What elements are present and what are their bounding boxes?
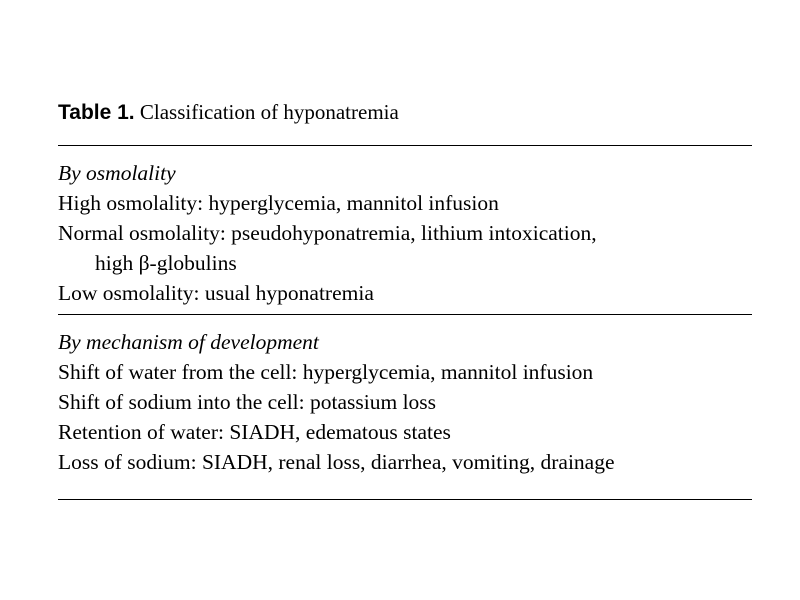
document-table	[58, 98, 752, 500]
table-row	[58, 387, 752, 417]
table-row	[58, 357, 752, 387]
table-label: Table 1.	[58, 101, 135, 124]
section-osmolality	[58, 146, 752, 314]
bottom-rule	[58, 499, 752, 500]
table-row	[58, 447, 752, 477]
section-mechanism	[58, 315, 752, 483]
table-row	[58, 417, 752, 447]
section-heading: By mechanism of development	[58, 330, 319, 354]
row-text: Shift of water from the cell: hyperglycemia, mannitol infusion	[58, 360, 594, 384]
row-text: Loss of sodium: SIADH, renal loss, diarrhea, vomiting, drainage	[58, 450, 615, 474]
row-text: Shift of sodium into the cell: potassium loss	[58, 390, 437, 414]
row-text: Low osmolality: usual hyponatremia	[58, 281, 374, 305]
row-text: Retention of water: SIADH, edematous states	[58, 420, 451, 444]
row-continuation: high β-globulins	[95, 251, 237, 275]
row-text: High osmolality: hyperglycemia, mannitol infusion	[58, 191, 499, 215]
row-text: Normal osmolality: pseudohyponatremia, lithium intoxication,	[58, 221, 597, 245]
table-row	[58, 278, 752, 308]
table-title: Classification of hyponatremia	[134, 100, 399, 124]
table-caption	[58, 98, 752, 128]
table-row	[58, 218, 752, 278]
table-row	[58, 188, 752, 218]
section-heading: By osmolality	[58, 161, 176, 185]
